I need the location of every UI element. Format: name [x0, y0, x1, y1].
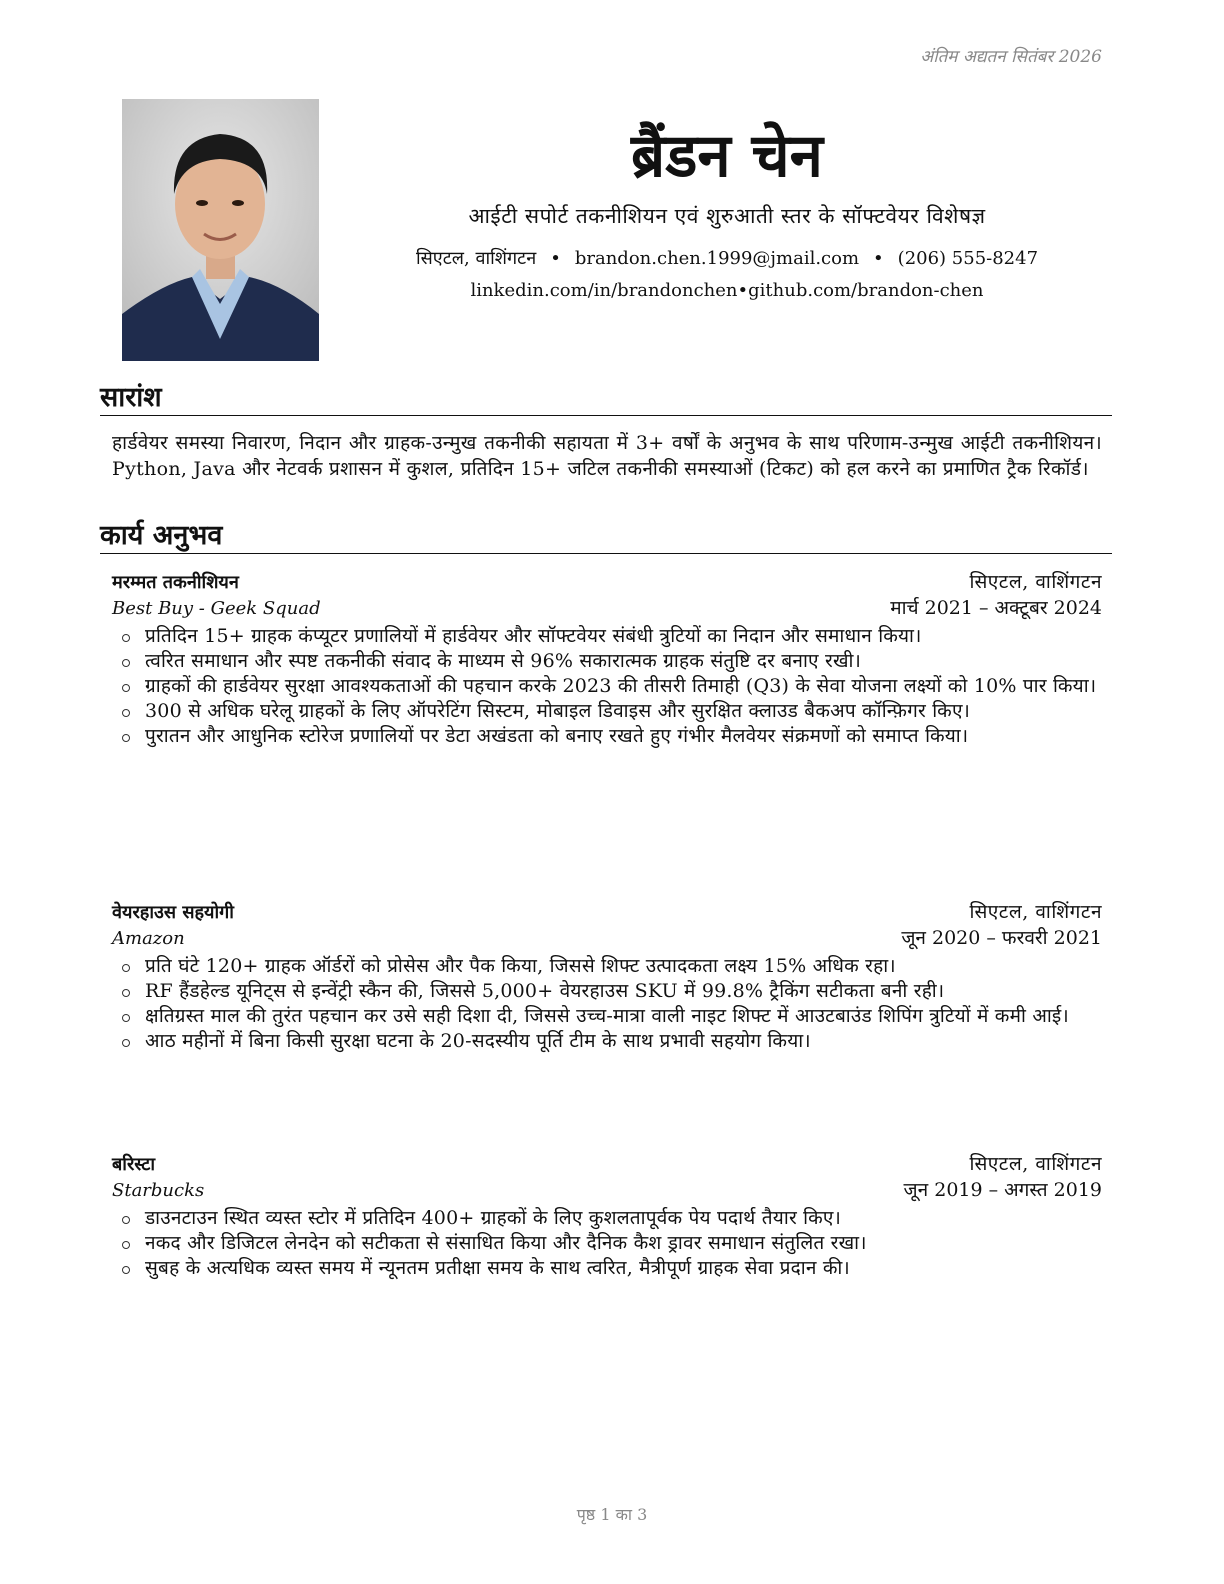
contact-line-1 [340, 246, 1114, 270]
last-updated: अंतिम अद्यतन सितंबर 2026 [920, 47, 1102, 67]
summary-heading: सारांश [100, 382, 1112, 416]
list-item: डाउनटाउन स्थित व्यस्त स्टोर में प्रतिदिन 400+ ग्राहकों के लिए कुशलतापूर्वक पेय पदार्थ तैयार किए। [112, 1206, 1102, 1231]
job-bullets [112, 624, 1102, 749]
job-entry [112, 1150, 1102, 1281]
job-company: Starbucks [112, 1180, 205, 1201]
list-item: क्षतिग्रस्त माल की तुरंत पहचान कर उसे सही दिशा दी, जिससे उच्च-मात्रा वाली नाइट शिफ्ट में आउटबाउंड शिपिंग त्रुटियों में कमी आई। [112, 1004, 1102, 1029]
github-link[interactable]: github.com/brandon-chen [748, 280, 984, 301]
summary-text: हार्डवेयर समस्या निवारण, निदान और ग्राहक-उन्मुख तकनीकी सहायता में 3+ वर्षों के अनुभव के साथ परिणाम-उन्मुख आईटी तकनीशियन। Python, Java और नेटवर्क प्रशासन में कुशल, प्रतिदिन 15+ जटिल तकनीकी समस्याओं (टिकट) को हल करने का प्रमाणित ट्रैक रिकॉर्ड। [112, 432, 1102, 480]
job-location: सिएटल, वाशिंगटन [969, 901, 1102, 923]
contact-location: सिएटल, वाशिंगटन [415, 248, 537, 269]
profile-photo [122, 99, 319, 361]
list-item: त्वरित समाधान और स्पष्ट तकनीकी संवाद के माध्यम से 96% सकारात्मक ग्राहक संतुष्टि दर बनाए रखी। [112, 649, 1102, 674]
job-company: Amazon [112, 928, 185, 949]
job-location: सिएटल, वाशिंगटन [969, 1153, 1102, 1175]
list-item: प्रतिदिन 15+ ग्राहक कंप्यूटर प्रणालियों में हार्डवेयर और सॉफ्टवेयर संबंधी त्रुटियों का निदान और समाधान किया। [112, 624, 1102, 649]
job-entry [112, 568, 1102, 749]
job-bullets [112, 954, 1102, 1054]
linkedin-link[interactable]: linkedin.com/in/brandonchen [470, 280, 738, 301]
job-role: मरम्मत तकनीशियन [112, 572, 239, 593]
contact-line-2 [340, 280, 1114, 301]
job-dates: जून 2020 – फरवरी 2021 [901, 927, 1102, 949]
list-item: 300 से अधिक घरेलू ग्राहकों के लिए ऑपरेटिंग सिस्टम, मोबाइल डिवाइस और सुरक्षित क्लाउड बैकअप कॉन्फ़िगर किए। [112, 699, 1102, 724]
contact-phone[interactable]: (206) 555-8247 [897, 248, 1039, 269]
list-item: पुरातन और आधुनिक स्टोरेज प्रणालियों पर डेटा अखंडता को बनाए रखते हुए गंभीर मैलवेयर संक्रमणों को समाप्त किया। [112, 724, 1102, 749]
job-role: वेयरहाउस सहयोगी [112, 902, 234, 923]
candidate-name: ब्रैंडन चेन [631, 121, 823, 191]
resume-header [340, 120, 1114, 301]
job-company: Best Buy - Geek Squad [112, 598, 321, 619]
job-entry [112, 898, 1102, 1054]
candidate-title: आईटी सपोर्ट तकनीशियन एवं शुरुआती स्तर के सॉफ्टवेयर विशेषज्ञ [468, 204, 986, 228]
list-item: ग्राहकों की हार्डवेयर सुरक्षा आवश्यकताओं की पहचान करके 2023 की तीसरी तिमाही (Q3) के सेवा योजना लक्ष्यों को 10% पार किया। [112, 674, 1102, 699]
job-dates: जून 2019 – अगस्त 2019 [903, 1179, 1102, 1201]
job-location: सिएटल, वाशिंगटन [969, 571, 1102, 593]
contact-email[interactable]: brandon.chen.1999@jmail.com [574, 248, 860, 269]
job-bullets [112, 1206, 1102, 1281]
separator-dot: • [873, 248, 884, 269]
job-role: बरिस्टा [112, 1154, 156, 1175]
list-item: RF हैंडहेल्ड यूनिट्स से इन्वेंट्री स्कैन की, जिससे 5,000+ वेयरहाउस SKU में 99.8% ट्रैकिंग सटीकता बनी रही। [112, 979, 1102, 1004]
list-item: सुबह के अत्यधिक व्यस्त समय में न्यूनतम प्रतीक्षा समय के साथ त्वरित, मैत्रीपूर्ण ग्राहक सेवा प्रदान की। [112, 1256, 1102, 1281]
list-item: प्रति घंटे 120+ ग्राहक ऑर्डरों को प्रोसेस और पैक किया, जिससे शिफ्ट उत्पादकता लक्ष्य 15% अधिक रहा। [112, 954, 1102, 979]
separator-dot: • [737, 280, 749, 301]
list-item: नकद और डिजिटल लेनदेन को सटीकता से संसाधित किया और दैनिक कैश ड्रावर समाधान संतुलित रखा। [112, 1231, 1102, 1256]
job-dates: मार्च 2021 – अक्टूबर 2024 [890, 597, 1102, 619]
separator-dot: • [550, 248, 561, 269]
page-number: पृष्ठ 1 का 3 [576, 1505, 648, 1524]
experience-heading: कार्य अनुभव [100, 520, 1112, 554]
list-item: आठ महीनों में बिना किसी सुरक्षा घटना के 20-सदस्यीय पूर्ति टीम के साथ प्रभावी सहयोग किया। [112, 1029, 1102, 1054]
profile-photo-image [122, 99, 319, 361]
